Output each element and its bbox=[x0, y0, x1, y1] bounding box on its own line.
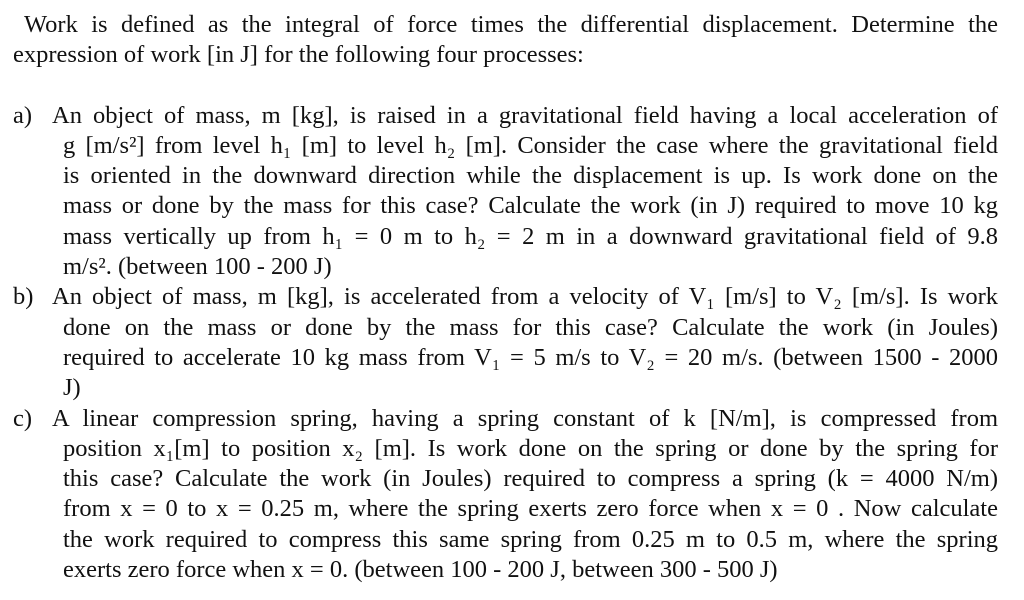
item-line: An object of mass, m [kg], is accelerated from a velocity of V₁ [m/s] to V₂ [m/s]. Is work bbox=[52, 283, 998, 311]
item-marker: a) bbox=[13, 101, 33, 129]
item-line: this case? Calculate the work (in Joules) required to compress a spring (k = 4000 N/m) bbox=[63, 465, 998, 493]
item-line: mass vertically up from h₁ = 0 m to h₂ = 2 m in a downward gravitational field of 9.8 bbox=[63, 222, 998, 250]
item-marker: c) bbox=[13, 404, 33, 432]
item-line: is oriented in the downward direction while the displacement is up. Is work done on the bbox=[63, 162, 998, 190]
intro-line: Work is defined as the integral of force times the differential displacement. Determine the bbox=[24, 11, 998, 38]
problem-item-a bbox=[13, 101, 998, 283]
item-line: m/s². (between 100 - 200 J) bbox=[63, 253, 332, 281]
intro-paragraph bbox=[13, 10, 998, 71]
item-line: position x₁[m] to position x₂ [m]. Is work done on the spring or done by the spring for bbox=[63, 434, 998, 462]
problem-item-b bbox=[13, 282, 998, 403]
item-line: exerts zero force when x = 0. (between 100 - 200 J, between 300 - 500 J) bbox=[63, 556, 778, 584]
paragraph-spacer bbox=[13, 71, 998, 101]
problem-item-c bbox=[13, 404, 998, 586]
item-line: J) bbox=[63, 374, 81, 402]
item-line: A linear compression spring, having a spring constant of k [N/m], is compressed from bbox=[52, 404, 998, 432]
item-line: done on the mass or done by the mass for this case? Calculate the work (in Joules) bbox=[63, 313, 998, 341]
item-line: mass or done by the mass for this case? Calculate the work (in J) required to move 10 kg bbox=[63, 192, 998, 220]
item-line: from x = 0 to x = 0.25 m, where the spring exerts zero force when x = 0 . Now calculate bbox=[63, 495, 998, 523]
item-line: required to accelerate 10 kg mass from V₁ = 5 m/s to V₂ = 20 m/s. (between 1500 - 2000 bbox=[63, 343, 998, 371]
intro-line: expression of work [in J] for the following four processes: bbox=[13, 41, 584, 69]
item-marker: b) bbox=[13, 283, 34, 311]
problem-document bbox=[13, 10, 998, 585]
item-line: the work required to compress this same spring from 0.25 m to 0.5 m, where the spring bbox=[63, 525, 998, 553]
item-line: An object of mass, m [kg], is raised in a gravitational field having a local acceleration of bbox=[52, 101, 998, 129]
item-line: g [m/s²] from level h₁ [m] to level h₂ [m]. Consider the case where the gravitational field bbox=[63, 131, 998, 159]
